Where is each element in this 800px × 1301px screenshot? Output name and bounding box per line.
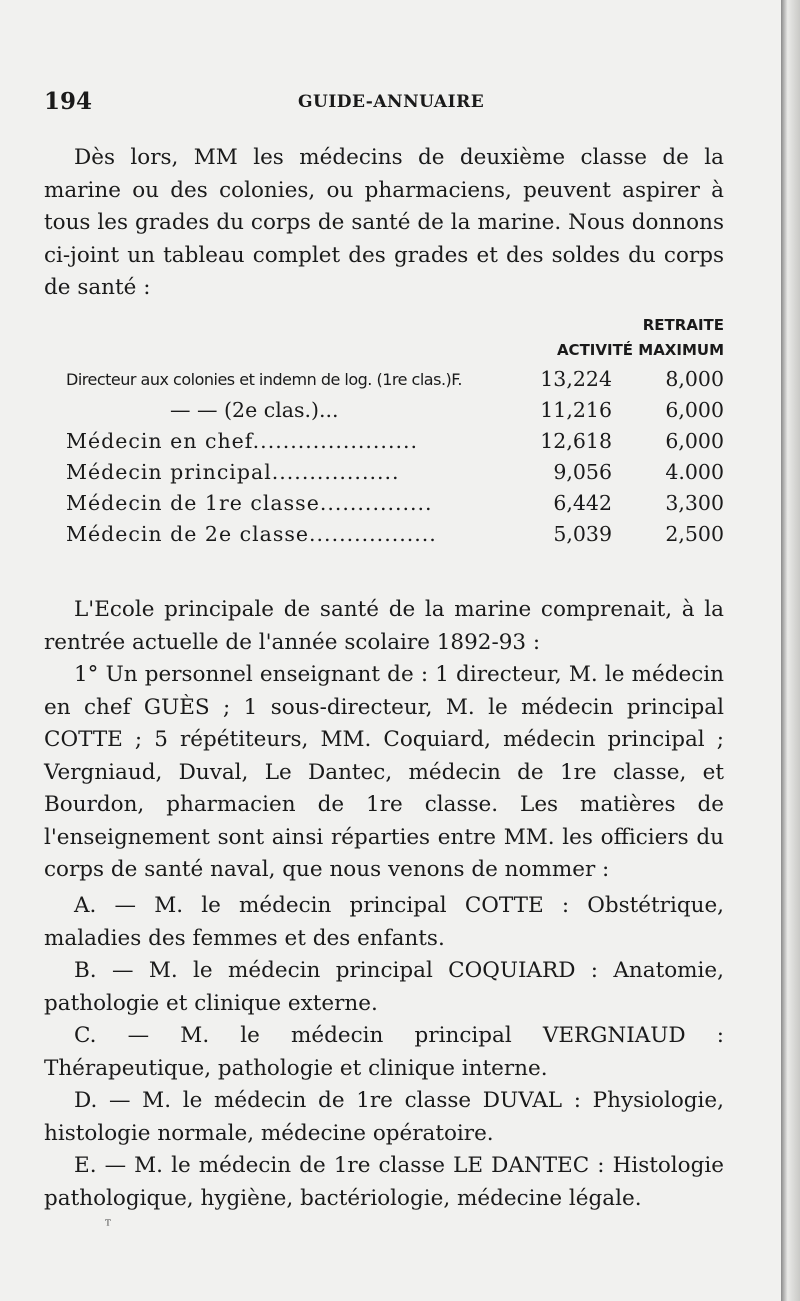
- list-item: C. — M. le médecin principal VERGNIAUD : Thérapeutique, pathologie et clinique interne.: [44, 1023, 724, 1081]
- retraite-value: 8,000: [665, 367, 724, 391]
- activite-value: 9,056: [553, 460, 612, 484]
- grade-label: Médecin en chef......................: [66, 429, 419, 453]
- running-title: GUIDE-ANNUAIRE: [298, 92, 485, 112]
- activite-value: 6,442: [553, 491, 612, 515]
- table-row: [66, 364, 726, 395]
- activite-column-header: ACTIVITÉ MAXIMUM: [556, 341, 724, 359]
- list-item: D. — M. le médecin de 1re classe DUVAL : Physiologie, histologie normale, médecine opératoire.: [44, 1088, 724, 1146]
- list-item: E. — M. le médecin de 1re classe LE DANTEC : Histologie pathologique, hygiène, bactériologie, médecine légale.: [44, 1153, 724, 1211]
- retraite-value: 2,500: [665, 522, 724, 546]
- list-item: B. — M. le médecin principal COQUIARD : Anatomie, pathologie et clinique externe.: [44, 958, 724, 1016]
- table-row: [66, 488, 726, 519]
- page-edge: [781, 0, 800, 1301]
- retraite-value: 6,000: [665, 429, 724, 453]
- grade-label: — — (2e clas.)...: [170, 398, 339, 422]
- school-paragraph: L'Ecole principale de santé de la marine comprenait, à la rentrée actuelle de l'année scolaire 1892-93 :: [44, 597, 724, 655]
- activite-value: 5,039: [553, 522, 612, 546]
- table-header: [66, 316, 726, 364]
- page-number: 194: [44, 88, 93, 115]
- grade-label: Médecin de 2e classe.................: [66, 522, 437, 546]
- retraite-column-header: RETRAITE: [642, 316, 724, 334]
- retraite-value: 3,300: [665, 491, 724, 515]
- intro-paragraph: Dès lors, MM les médecins de deuxième classe de la marine ou des colonies, ou pharmaciens, peuvent aspirer à tous les grades du corps de santé de la marine. Nous donnons ci-joint un tableau complet des grades et des soldes du corps de santé :: [44, 145, 724, 300]
- grade-label: Directeur aux colonies et indemn de log. (1re clas.)F.: [66, 370, 462, 389]
- activite-value: 11,216: [540, 398, 612, 422]
- table-row: [66, 457, 726, 488]
- table-row: [66, 395, 726, 426]
- table-row: [66, 426, 726, 457]
- retraite-value: 4.000: [665, 460, 724, 484]
- retraite-value: 6,000: [665, 398, 724, 422]
- grade-label: Médecin de 1re classe...............: [66, 491, 433, 515]
- activite-value: 12,618: [540, 429, 612, 453]
- grade-label: Médecin principal.................: [66, 460, 400, 484]
- grades-salary-table: [66, 316, 726, 550]
- personnel-paragraph: 1° Un personnel enseignant de : 1 directeur, M. le médecin en chef GUÈS ; 1 sous-directeur, M. le médecin principal COTTE ; 5 répétiteurs, MM. Coquiard, médecin principal ; Vergniaud, Duval, Le Dantec, médecin de 1re classe, et Bourdon, pharmacien de 1re classe. Les matières de l'enseignement sont ainsi réparties entre MM. les officiers du corps de santé naval, que nous venons de nommer :: [44, 662, 724, 882]
- printer-mark: ᵀ: [105, 1218, 111, 1234]
- list-item: A. — M. le médecin principal COTTE : Obstétrique, maladies des femmes et des enfants.: [44, 893, 724, 951]
- activite-value: 13,224: [540, 367, 612, 391]
- table-row: [66, 519, 726, 550]
- page-header: [44, 88, 721, 118]
